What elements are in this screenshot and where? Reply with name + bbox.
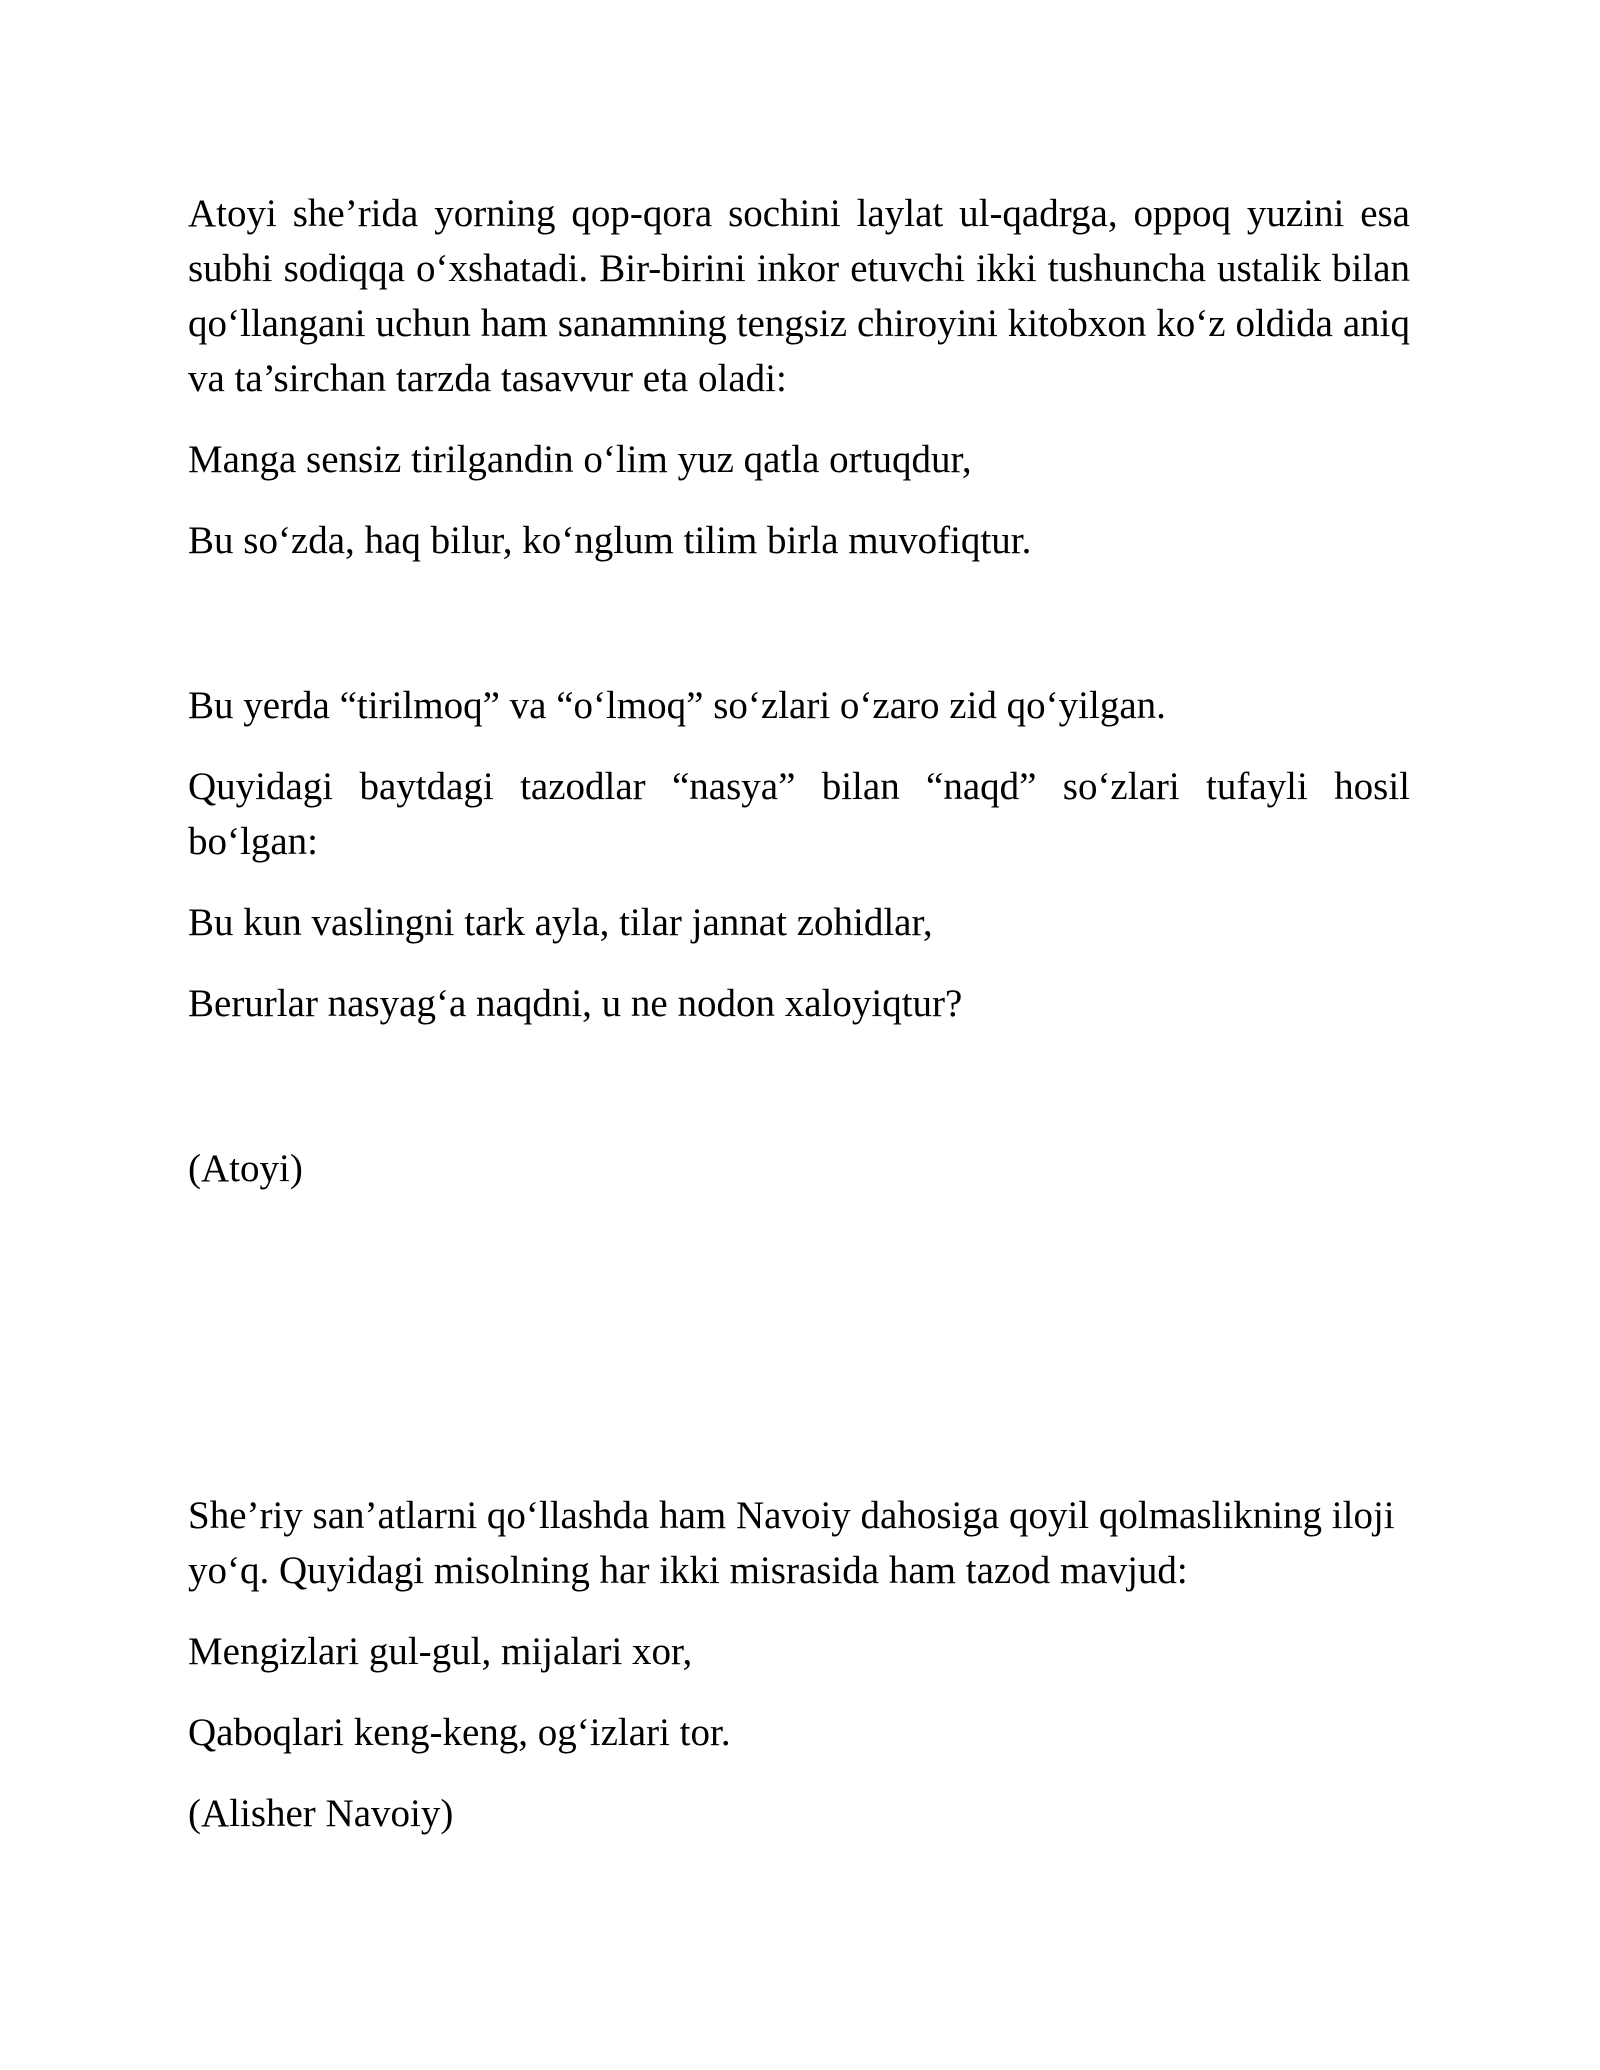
attribution-atoyi: (Atoyi) [188,1147,303,1190]
verse-line-6: Qaboqlari keng-keng, og‘izlari tor. [188,1711,731,1754]
paragraph-nasya-naqd: Quyidagi baytdagi tazodlar “nasya” bilan “naqd” so‘zlari tufayli hosil bo‘lgan: [188,765,1410,863]
paragraph-atoyi-intro: Atoyi she’rida yorning qop-qora sochini laylat ul-qadrga, oppoq yuzini esa subhi sodiqqa o‘xshatadi. Bir-birini inkor etuvchi ikki tushuncha ustalik bilan qo‘llangani uchun ham sanamning tengsiz chiroyini kitobxon ko‘z oldida aniq va ta’sirchan tarzda tasavvur eta oladi: [188,192,1410,400]
attribution-navoiy: (Alisher Navoiy) [188,1792,454,1835]
paragraph-navoiy-intro: She’riy san’atlarni qo‘llashda ham Navoiy dahosiga qoyil qolmaslikning iloji yo‘q. Quyidagi misolning har ikki misrasida ham tazod mavjud: [188,1494,1395,1592]
paragraph-contrast-note: Bu yerda “tirilmoq” va “o‘lmoq” so‘zlari o‘zaro zid qo‘yilgan. [188,684,1166,727]
verse-line-2: Bu so‘zda, haq bilur, ko‘nglum tilim birla muvofiqtur. [188,519,1032,562]
verse-line-3: Bu kun vaslingni tark ayla, tilar jannat zohidlar, [188,901,933,944]
verse-line-1: Manga sensiz tirilgandin o‘lim yuz qatla ortuqdur, [188,438,972,481]
document-page [188,186,1410,1841]
verse-line-4: Berurlar nasyag‘a naqdni, u ne nodon xaloyiqtur? [188,982,963,1025]
verse-line-5: Mengizlari gul-gul, mijalari xor, [188,1630,693,1673]
